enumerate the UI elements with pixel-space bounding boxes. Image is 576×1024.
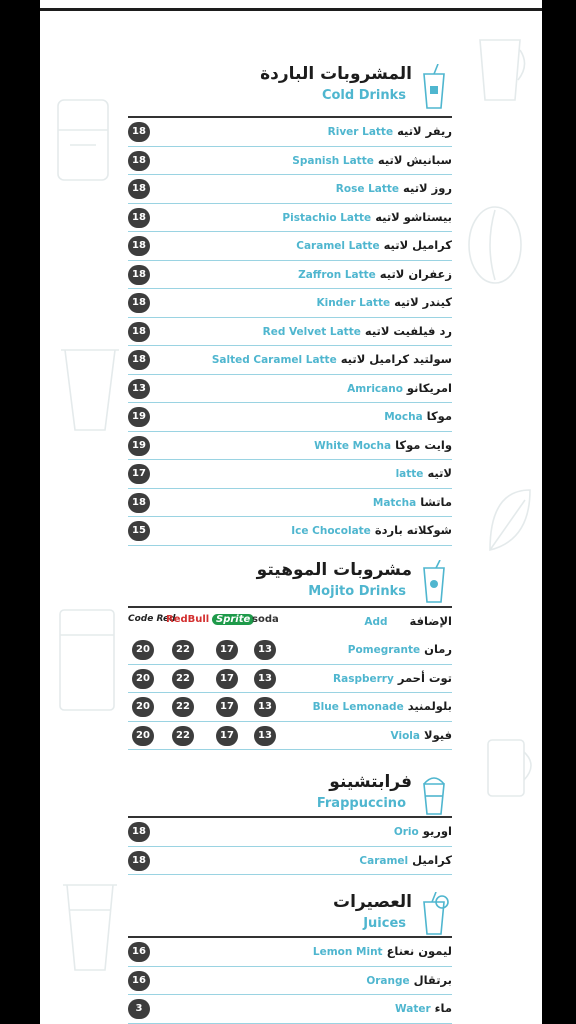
item-name-en: Water [395,1003,431,1015]
mojito-item-row [128,722,452,751]
menu-item-row [128,403,452,432]
item-name-en: Ice Chocolate [291,525,371,537]
menu-item-row [128,318,452,347]
section-title-ar: مشروبات الموهيتو [256,560,412,580]
menu-page [40,0,542,1024]
menu-item-row [128,517,452,546]
item-name [328,124,452,138]
item-name [373,495,452,509]
item-name [296,238,452,252]
item-name [348,642,452,656]
menu-item-row [128,995,452,1024]
coffee-doodle-icon [50,90,120,200]
item-name [291,523,452,537]
add-en: Add [364,616,388,628]
section-title-en: Mojito Drinks [308,584,406,599]
mojito-item-row [128,636,452,665]
price-badge: 15 [128,521,150,541]
top-border [40,8,542,11]
section-header [128,892,452,936]
item-name-en: Salted Caramel Latte [211,354,337,366]
mojito-item-row [128,665,452,694]
section-title-ar: فرابتشينو [329,772,412,792]
frappuccino-cup-icon [418,772,450,818]
item-name-ar: رمان [424,642,452,656]
frappuccino-section [128,772,452,875]
add-ar: الإضافة [409,614,452,628]
item-name-en: Kinder Latte [316,297,391,309]
section-title-ar: العصيرات [333,892,412,912]
price-cola: 20 [132,669,154,689]
item-name [333,671,452,685]
brand-sprite-label: Sprite [212,614,254,625]
item-name-ar: توت أحمر [397,670,452,685]
price-badge: 18 [128,851,150,871]
section-header [128,64,452,116]
item-name-ar: ماء [434,1001,452,1015]
item-name-ar: فيولا [424,727,452,742]
leaf-doodle-icon [480,480,540,560]
price-redbull: 22 [172,726,194,746]
mojito-header-row [128,608,452,636]
iced-cup-icon [418,64,450,110]
item-name [316,295,452,309]
section-header [128,772,452,816]
price-sprite: 17 [216,640,238,660]
cup-doodle-icon [55,340,125,440]
item-name-ar: كراميل لاتيه [383,238,452,252]
item-name-ar: كيندر لاتيه [394,295,452,309]
price-soda: 13 [254,697,276,717]
frappuccino-list [128,818,452,875]
menu-item-row [128,346,452,375]
juices-list [128,938,452,1024]
item-name [391,728,452,742]
item-name-ar: بلولمنيد [407,699,452,713]
price-badge: 18 [128,208,150,228]
section-title-en: Frappuccino [316,796,406,811]
price-badge: 18 [128,350,150,370]
cold-drinks-list [128,118,452,546]
price-badge: 18 [128,293,150,313]
menu-item-row [128,232,452,261]
item-name [366,973,452,987]
item-name-en: Blue Lemonade [312,701,404,713]
item-name [298,267,452,281]
item-name-en: Raspberry [333,672,394,685]
item-name [282,210,452,224]
item-name-en: Orio [393,826,419,838]
item-name-ar: رد فيلفيت لاتيه [364,323,452,338]
item-name-en: Matcha [372,496,417,509]
item-name-ar: ماتشا [420,494,452,509]
price-sprite: 17 [216,726,238,746]
item-name [263,324,452,338]
item-name-ar: سبانيش لاتيه [377,152,452,167]
item-name [313,944,452,958]
menu-item-row [128,261,452,290]
price-badge: 16 [128,942,150,962]
item-name-en: White Mocha [314,439,392,452]
menu-item-row [128,147,452,176]
menu-item-row [128,118,452,147]
price-soda: 13 [254,640,276,660]
item-name-en: Mocha [384,411,423,423]
item-name-en: River Latte [327,126,394,138]
menu-item-row [128,460,452,489]
price-badge: 18 [128,151,150,171]
price-badge: 18 [128,265,150,285]
price-badge: 16 [128,971,150,991]
bean-doodle-icon [460,200,530,290]
price-redbull: 22 [172,669,194,689]
price-badge: 19 [128,407,150,427]
item-name-en: Viola [390,729,420,742]
item-name-ar: وايت موكا [395,437,452,452]
price-sprite: 17 [216,669,238,689]
price-soda: 13 [254,726,276,746]
item-name [359,853,452,867]
pot-doodle-icon [470,20,530,110]
section-title-en: Cold Drinks [321,88,406,103]
item-name-ar: امريكانو [406,380,452,395]
price-badge: 18 [128,822,150,842]
menu-item-row [128,432,452,461]
price-cola: 20 [132,726,154,746]
item-name [347,381,452,395]
price-redbull: 22 [172,640,194,660]
price-badge: 18 [128,179,150,199]
mojito-item-row [128,693,452,722]
juice-glass-icon [418,892,450,938]
item-name-en: Pistachio Latte [282,211,372,224]
menu-item-row [128,847,452,876]
item-name [394,824,452,838]
item-name-ar: زعفران لاتيه [379,266,452,281]
price-badge: 18 [128,322,150,342]
cup2-doodle-icon [55,870,125,980]
item-name-ar: ليمون نعناع [386,944,452,958]
item-name-en: Orange [366,974,410,987]
item-name-en: Lemon Mint [312,946,383,958]
juices-section [128,892,452,1024]
item-name-ar: سولتيد كراميل لاتيه [340,352,452,366]
price-sprite: 17 [216,697,238,717]
menu-item-row [128,204,452,233]
item-name-en: Amricano [347,382,403,395]
section-title-ar: المشروبات الباردة [260,64,412,84]
price-cola: 20 [132,697,154,717]
menu-item-row [128,818,452,847]
menu-item-row [128,289,452,318]
mojito-section [128,560,452,750]
item-name [384,409,452,423]
price-badge: 18 [128,493,150,513]
item-name-en: Pomegrante [347,644,421,656]
price-redbull: 22 [172,697,194,717]
item-name [336,181,452,195]
price-soda: 13 [254,669,276,689]
item-name-en: latte [395,468,424,480]
menu-item-row [128,489,452,518]
item-name-en: Spanish Latte [292,154,374,167]
item-name-ar: ريفر لاتيه [397,124,452,138]
mojito-add-label [364,614,452,628]
item-name [292,153,452,167]
brand-redbull-label: RedBull [166,614,210,625]
mug-doodle-icon [480,720,540,810]
price-badge: 3 [128,999,150,1019]
bag-doodle-icon [52,600,122,720]
brand-soda-label: soda [252,614,279,625]
price-badge: 18 [128,122,150,142]
item-name [314,438,452,452]
item-name-en: Red Velvet Latte [262,325,361,338]
mojito-glass-icon [418,560,450,606]
menu-item-row [128,938,452,967]
item-name-en: Caramel [359,854,409,867]
brand-cola-label: Code Red [128,614,176,624]
item-name [395,1001,452,1015]
item-name-en: Caramel Latte [296,240,380,252]
item-name-ar: روز لاتيه [403,181,452,195]
item-name-ar: كراميل [412,852,452,867]
cold-drinks-section [128,64,452,546]
section-title-en: Juices [363,916,406,931]
mojito-list [128,636,452,750]
price-badge: 17 [128,464,150,484]
price-cola: 20 [132,640,154,660]
item-name-en: Zaffron Latte [298,268,376,281]
item-name-ar: شوكلاته باردة [374,523,452,537]
item-name-ar: بيستاشو لاتيه [375,209,452,224]
section-header [128,560,452,606]
item-name-ar: لاتيه [427,466,452,480]
item-name-en: Rose Latte [335,183,400,195]
price-badge: 18 [128,236,150,256]
item-name [313,699,452,713]
menu-item-row [128,175,452,204]
price-badge: 13 [128,379,150,399]
item-name [212,352,452,366]
item-name-ar: برتقال [413,972,452,987]
menu-item-row [128,375,452,404]
item-name [396,466,452,480]
price-badge: 19 [128,436,150,456]
item-name-ar: موكا [426,409,452,423]
item-name-ar: اوريو [422,824,452,838]
menu-item-row [128,967,452,996]
